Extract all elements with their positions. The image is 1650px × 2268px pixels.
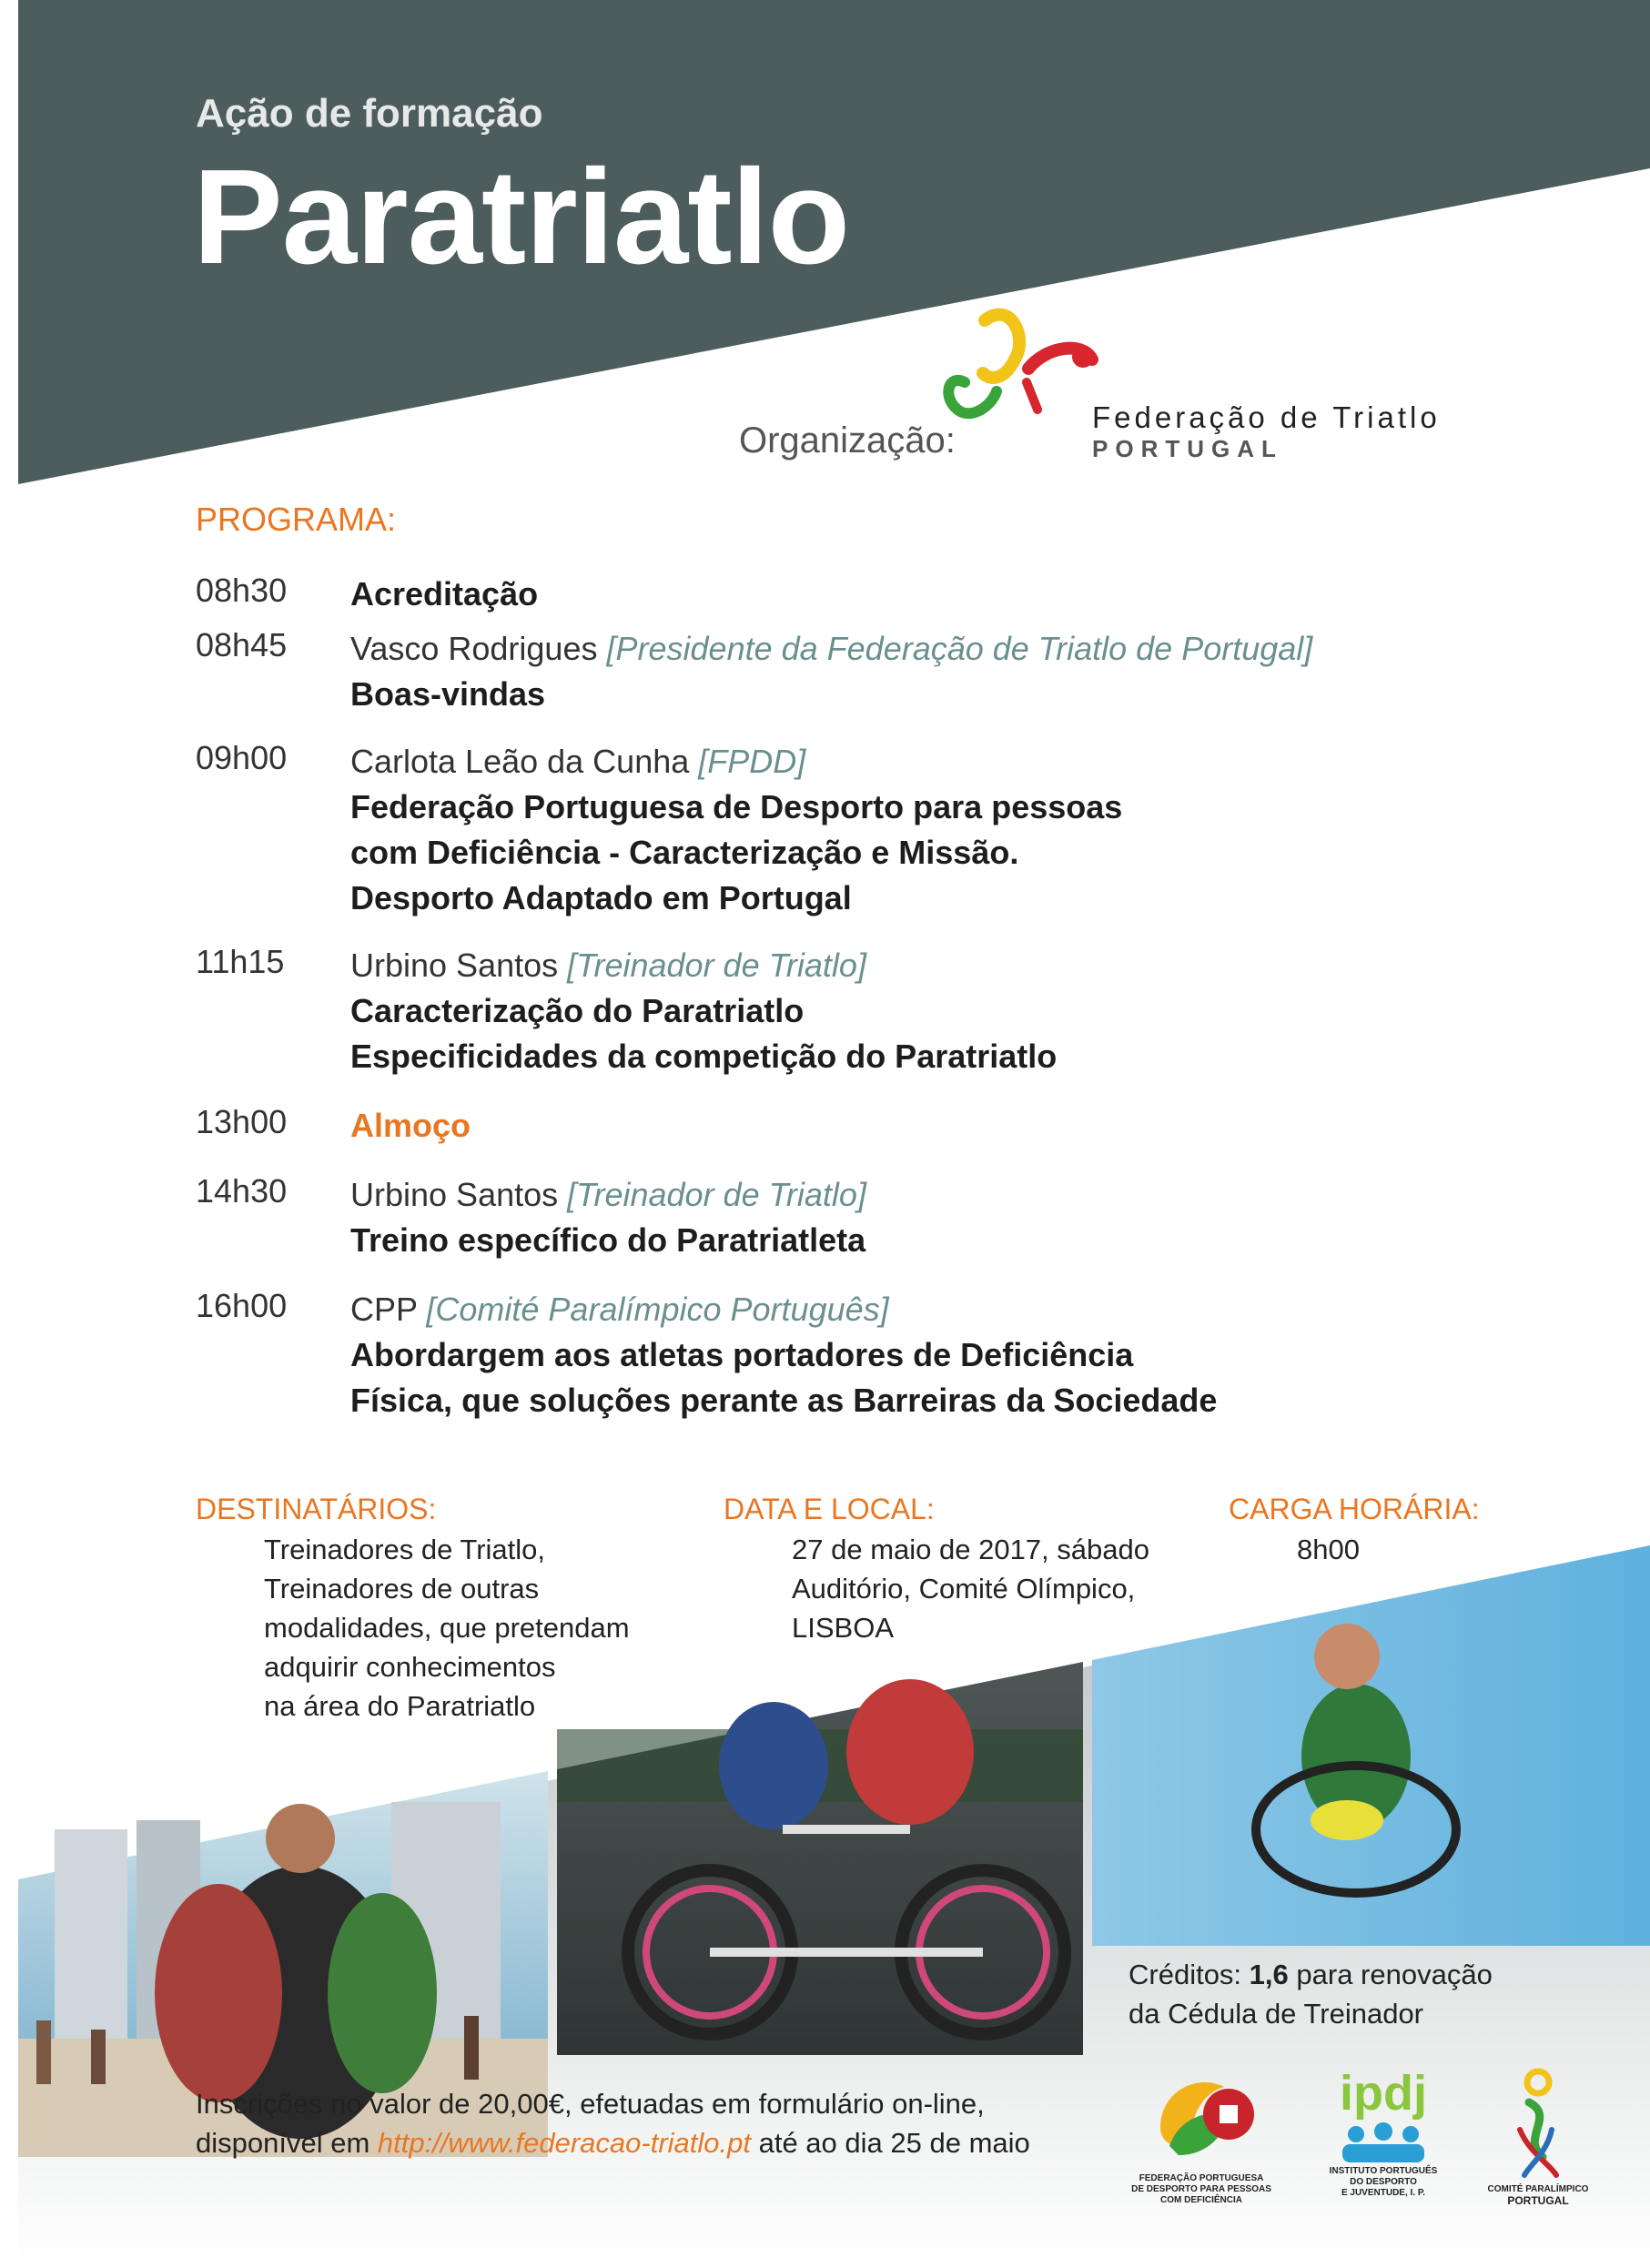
destinatarios-heading: DESTINATÁRIOS:	[196, 1493, 437, 1525]
program-speaker-role: [Comité Paralímpico Português]	[426, 1291, 889, 1328]
event-title: Paratriatlo	[193, 142, 850, 292]
event-subtitle: Ação de formação	[196, 91, 543, 136]
data-local-line: LISBOA	[792, 1612, 894, 1644]
program-speaker-role: [FPDD]	[698, 743, 806, 780]
federation-country: PORTUGAL	[1092, 435, 1283, 462]
fpdd-caption-line: COM DEFICIÊNCIA	[1160, 2195, 1242, 2205]
program-lunch: Almoço	[350, 1107, 471, 1144]
carga-horaria-heading: CARGA HORÁRIA:	[1229, 1493, 1480, 1525]
program-time: 16h00	[196, 1287, 288, 1324]
fpdd-logo	[1124, 2064, 1279, 2206]
credits-line2: da Cédula de Treinador	[1129, 1998, 1424, 2030]
program-speaker: Carlota Leão da Cunha	[350, 743, 690, 780]
organization-label: Organização:	[739, 420, 956, 461]
registration-line2-prefix: disponível em	[196, 2127, 378, 2159]
program-topic: com Deficiência - Caracterização e Missão.	[350, 834, 1019, 871]
ipdj-caption-line: INSTITUTO PORTUGUÊS	[1329, 2166, 1438, 2176]
program-time: 11h15	[196, 943, 285, 980]
cpp-caption-line: COMITÉ PARALÍMPICO	[1487, 2184, 1589, 2194]
program-topic: Boas-vindas	[350, 675, 546, 713]
credits-block	[1129, 1955, 1493, 2033]
program-topic: Desporto Adaptado em Portugal	[350, 879, 852, 916]
data-local-block	[724, 1493, 1149, 1647]
cpp-logo	[1474, 2066, 1602, 2206]
ipdj-logo	[1324, 2066, 1442, 2199]
program-speaker: Vasco Rodrigues	[350, 630, 598, 667]
registration-line1: Inscrições no valor de 20,00€, efetuadas em formulário on-line,	[196, 2088, 985, 2120]
fpdd-logo-icon	[1142, 2064, 1260, 2173]
program-time: 14h30	[196, 1172, 288, 1210]
cpp-caption-line: PORTUGAL	[1507, 2194, 1569, 2207]
destinatarios-line: modalidades, que pretendam	[264, 1612, 630, 1644]
program-topic: Especificidades da competição do Paratriatlo	[350, 1038, 1058, 1075]
fpdd-caption-line: DE DESPORTO PARA PESSOAS	[1131, 2184, 1271, 2194]
registration-link[interactable]: http://www.federacao-triatlo.pt	[377, 2127, 751, 2159]
program-speaker-role: [Treinador de Triatlo]	[567, 1176, 866, 1213]
destinatarios-line: Treinadores de outras	[264, 1573, 540, 1605]
program-speaker: Urbino Santos	[350, 947, 559, 984]
program-topic: Treino específico do Paratriatleta	[350, 1221, 866, 1259]
destinatarios-line: Treinadores de Triatlo,	[264, 1534, 546, 1565]
ipdj-caption-line: DO DESPORTO	[1350, 2177, 1417, 2187]
program-time: 08h45	[196, 626, 288, 663]
data-local-line: 27 de maio de 2017, sábado	[792, 1534, 1149, 1565]
photo-wheelchair-athlete	[1092, 1545, 1650, 1946]
carga-horaria-block	[1229, 1493, 1480, 1569]
destinatarios-block	[196, 1493, 630, 1726]
program-speaker: CPP	[350, 1291, 418, 1328]
program-topic: Física, que soluções perante as Barreiras da Sociedade	[350, 1382, 1218, 1419]
destinatarios-line: adquirir conhecimentos	[264, 1651, 556, 1683]
carga-horaria-value: 8h00	[1297, 1534, 1360, 1565]
program-speaker-role: [Presidente da Federação de Triatlo de Portugal]	[606, 630, 1313, 667]
fpdd-caption-line: FEDERAÇÃO PORTUGUESA	[1139, 2173, 1264, 2183]
destinatarios-line: na área do Paratriatlo	[264, 1690, 536, 1722]
program-speaker-role: [Treinador de Triatlo]	[567, 947, 866, 984]
registration-info	[196, 2084, 1030, 2162]
ipdj-people-icon	[1333, 2121, 1433, 2166]
data-local-heading: DATA E LOCAL:	[724, 1493, 935, 1525]
program-topic: Acreditação	[350, 575, 539, 613]
credits-suffix: para renovação	[1288, 1959, 1493, 1990]
program-time: 09h00	[196, 739, 288, 776]
programa-heading: PROGRAMA:	[196, 501, 397, 538]
credits-prefix: Créditos:	[1129, 1959, 1250, 1990]
cpp-logo-icon	[1502, 2066, 1574, 2184]
program-speaker: Urbino Santos	[350, 1176, 559, 1213]
photo-tandem-cycling	[557, 1662, 1083, 2055]
ipdj-caption-line: E JUVENTUDE, I. P.	[1341, 2188, 1426, 2198]
program-time: 08h30	[196, 572, 288, 609]
registration-line2-suffix: até ao dia 25 de maio	[750, 2127, 1030, 2159]
credits-value: 1,6	[1249, 1959, 1289, 1990]
federation-logo-mark	[948, 315, 1094, 414]
federation-name: Federação de Triatlo	[1092, 400, 1441, 434]
program-time: 13h00	[196, 1103, 288, 1140]
program-topic: Abordargem aos atletas portadores de Deficiência	[350, 1336, 1134, 1373]
data-local-line: Auditório, Comité Olímpico,	[792, 1573, 1136, 1605]
program-topic: Federação Portuguesa de Desporto para pessoas	[350, 788, 1123, 825]
program-topic: Caracterização do Paratriatlo	[350, 992, 805, 1029]
ipdj-logo-mark: ipdj	[1340, 2066, 1427, 2121]
